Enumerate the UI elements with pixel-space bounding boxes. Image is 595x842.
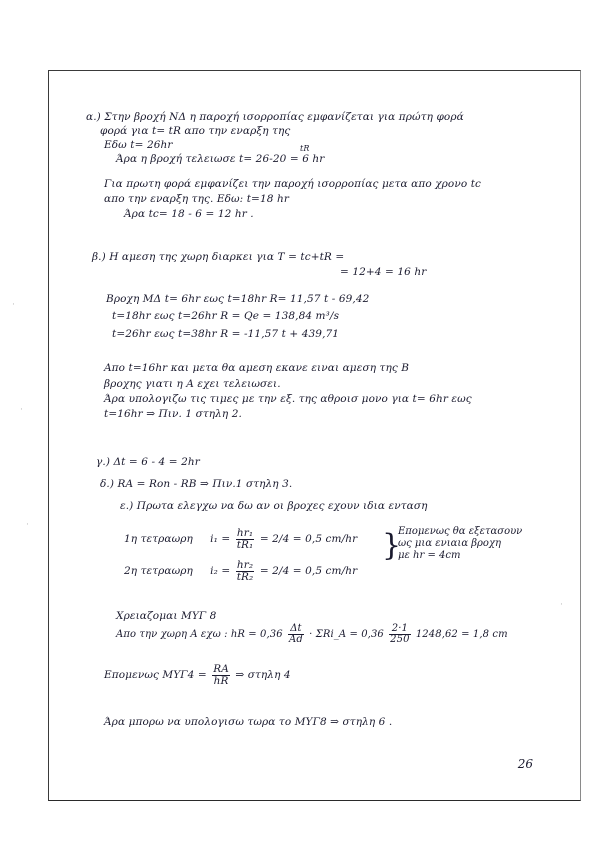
brace-line-3: με hr = 4cm bbox=[398, 550, 461, 561]
line-a1: α.) Στην βροχή ΝΔ η παροχή ισορροπίας εμφανίζεται για πρώτη φορά bbox=[86, 111, 464, 123]
scan-speck: · bbox=[26, 520, 29, 530]
line-b3: Βροχη ΜΔ t= 6hr εως t=18hr R= 11,57 t - 69,42 bbox=[106, 293, 370, 305]
line-a4-tr: tR bbox=[300, 144, 310, 153]
f2-num-1: Δt bbox=[288, 624, 304, 635]
line-d1: δ.) RA = Ron - RB ⇒ Πιν.1 στηλη 3. bbox=[100, 478, 293, 490]
f2-fraction-2 bbox=[389, 624, 410, 645]
page-number: 26 bbox=[517, 757, 533, 771]
f2-a: Απο την χωρη Α εχω : hR = 0,36 bbox=[116, 629, 283, 640]
line-b5: t=26hr εως t=38hr R = -11,57 t + 439,71 bbox=[112, 328, 340, 340]
f2-num-2: 2·1 bbox=[389, 624, 410, 635]
f2-den-1: Ad bbox=[289, 634, 303, 645]
line-e2 bbox=[124, 528, 357, 550]
line-b6: Απο t=16hr και μετα θα αμεση εκανε ειναι αμεση της Β bbox=[104, 362, 410, 374]
brace-line-2: ως μια ενιαια βροχη bbox=[398, 538, 501, 549]
line-f1: Χρειαζομαι ΜΥΓ 8 bbox=[116, 610, 217, 622]
line-a5: Για πρωτη φορά εμφανίζει την παροχή ισορροπίας μετα απο χρονο tc bbox=[104, 178, 482, 190]
line-c1: γ.) Δt = 6 - 4 = 2hr bbox=[96, 456, 200, 468]
right-brace: } bbox=[382, 528, 402, 563]
line-e3 bbox=[124, 560, 357, 582]
line-e1: ε.) Πρωτα ελεγχω να δω αν οι βροχες εχουν ιδια ενταση bbox=[120, 500, 428, 512]
e2-fraction bbox=[236, 528, 255, 550]
line-b8: Άρα υπολογιζω τις τιμες με την εξ. της αθροισ μονο για t= 6hr εως bbox=[104, 393, 472, 405]
e2-lhs: i₁ = bbox=[210, 533, 231, 545]
scan-speck: · bbox=[12, 300, 15, 310]
f2-den-2: 250 bbox=[390, 634, 410, 645]
e2-label: 1η τετραωρη bbox=[124, 533, 193, 545]
line-a4: Άρα η βροχή τελειωσε t= 26-20 = 6 hr bbox=[116, 153, 325, 165]
g1-b: ⇒ στηλη 4 bbox=[235, 669, 291, 681]
e3-fraction bbox=[236, 560, 255, 582]
e3-numerator: hr₂ bbox=[236, 559, 254, 571]
line-b9: t=16hr ⇒ Πιν. 1 στηλη 2. bbox=[104, 408, 242, 420]
g1-num: RA bbox=[213, 663, 229, 675]
f2-fraction-1 bbox=[288, 624, 304, 645]
line-a3: Εδω t= 26hr bbox=[104, 139, 173, 151]
line-a6: απο την εναρξη της. Εδω: t=18 hr bbox=[104, 193, 289, 205]
e2-denominator: tR₁ bbox=[236, 538, 254, 551]
brace-note bbox=[398, 526, 522, 562]
e3-rhs: = 2/4 = 0,5 cm/hr bbox=[259, 565, 358, 577]
f2-c: · ΣRi_A = 0,36 bbox=[309, 629, 384, 640]
scan-speck: · bbox=[20, 405, 23, 415]
g1-den: hR bbox=[213, 674, 229, 687]
line-a7: Άρα tc= 18 - 6 = 12 hr . bbox=[124, 208, 254, 220]
e2-rhs: = 2/4 = 0,5 cm/hr bbox=[259, 533, 358, 545]
scan-speck: · bbox=[560, 600, 563, 610]
g1-a: Επομενως ΜΥΓ4 = bbox=[104, 669, 207, 681]
e3-label: 2η τετραωρη bbox=[124, 565, 193, 577]
e3-denominator: tR₂ bbox=[236, 570, 254, 583]
line-b2: = 12+4 = 16 hr bbox=[340, 266, 427, 278]
g1-fraction bbox=[212, 664, 230, 686]
line-b4: t=18hr εως t=26hr R = Qe = 138,84 m³/s bbox=[112, 310, 340, 322]
e2-numerator: hr₁ bbox=[236, 527, 254, 539]
line-h1: Άρα μπορω να υπολογισω τωρα το ΜΥΓ8 ⇒ στηλη 6 . bbox=[104, 716, 393, 728]
line-g1 bbox=[104, 664, 291, 686]
brace-line-1: Επομενως θα εξετασουν bbox=[398, 526, 523, 537]
line-b1: β.) Η αμεση της χωρη διαρκει για T = tc+tR = bbox=[92, 251, 345, 263]
f2-e: 1248,62 = 1,8 cm bbox=[415, 629, 508, 640]
line-a2: φορά για t= tR απο την εναρξη της bbox=[100, 125, 291, 137]
line-b7: βροχης γιατι η Α εχει τελειωσει. bbox=[104, 378, 281, 390]
e3-lhs: i₂ = bbox=[210, 565, 231, 577]
line-f2 bbox=[116, 624, 508, 645]
